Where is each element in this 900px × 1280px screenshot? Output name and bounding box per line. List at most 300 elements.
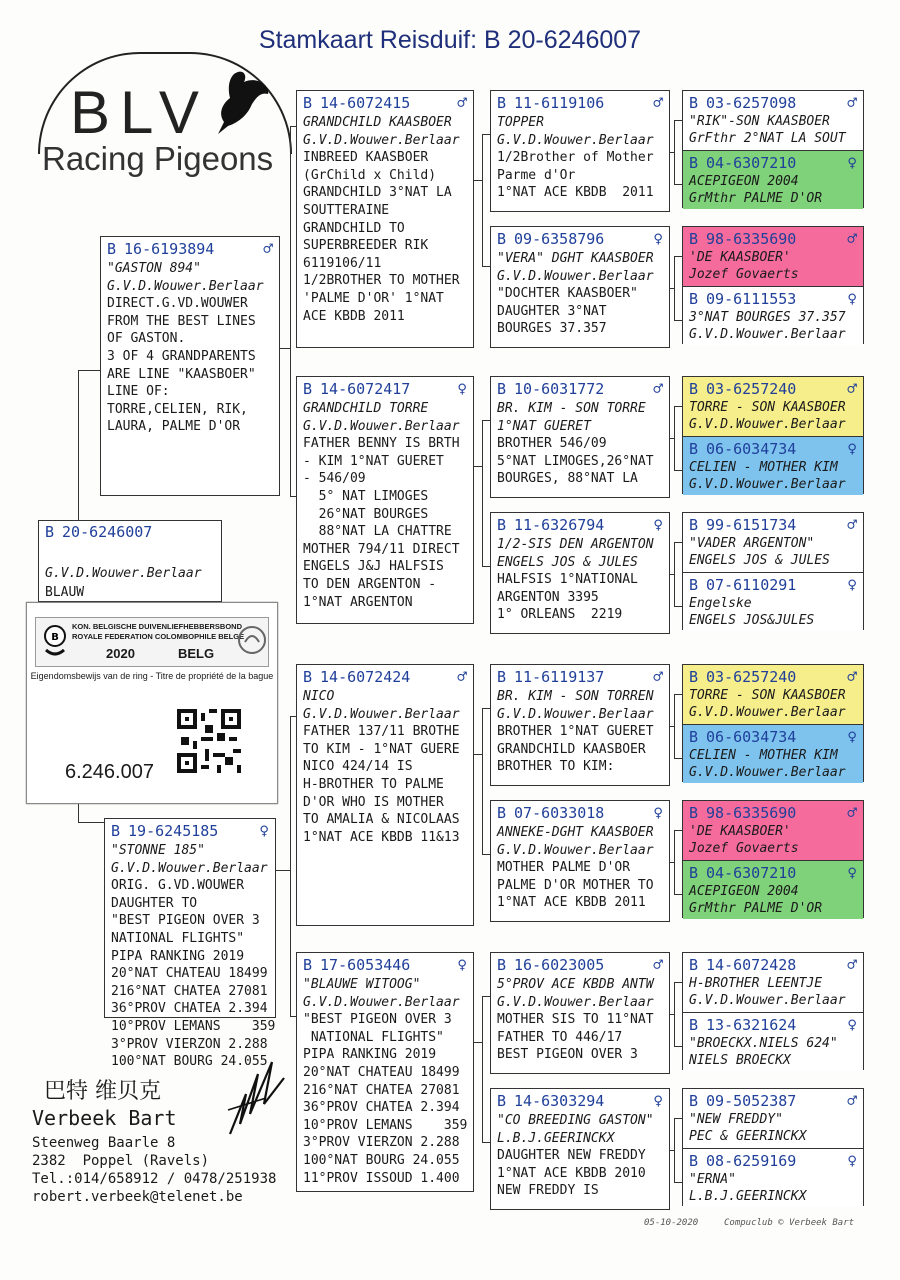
ggp-line1: Engelske [689, 596, 752, 611]
ring-certificate-sticker [26, 602, 278, 804]
female-symbol-icon: ♀ [847, 863, 857, 882]
great-grandparent-entry [683, 91, 863, 150]
ring-number: 07-6110291 [706, 575, 797, 594]
ring-header [683, 287, 863, 308]
ring-prefix: B [497, 93, 507, 112]
ring-prefix: B [689, 863, 699, 882]
ring-prefix: B [689, 955, 699, 974]
ggp-line1: TORRE - SON KAASBOER [689, 400, 846, 415]
copyright-text: Compuclub © Verbeek Bart [724, 1218, 855, 1228]
male-symbol-icon: ♂ [457, 667, 467, 686]
ggp-line1: 'DE KAASBOER' [689, 250, 791, 265]
bird-name: 5°PROV ACE KBDB ANTW [497, 977, 654, 992]
connector-line [474, 1042, 482, 1043]
ring-number: 09-6111553 [706, 289, 797, 308]
bird-owner: 1°NAT GUERET [497, 418, 591, 434]
connector-line [674, 1182, 682, 1183]
signature-icon [226, 1054, 288, 1142]
ring-prefix: B [689, 727, 699, 746]
ring-header [105, 819, 275, 840]
ring-header [683, 437, 863, 458]
sticker-header [35, 617, 269, 667]
ring-number: 98-6335690 [706, 803, 797, 822]
ggp-line2: GrFthr 2°NAT LA SOUT [689, 131, 846, 146]
male-symbol-icon: ♂ [847, 667, 857, 686]
ring-number: 11-6119106 [514, 93, 605, 112]
connector-line [674, 542, 682, 543]
ring-header [683, 861, 863, 882]
ring-header [297, 953, 473, 974]
ring-prefix: B [303, 379, 313, 398]
ring-header [683, 227, 863, 248]
bird-notes: FATHER BENNY IS BRTH - KIM 1°NAT GUERET - 546/09 5° NAT LIMOGES 26°NAT BOURGES 88°NAT LA CHATTRE MOTHER 794/11 DIRECT ENGELS J&J HALFSIS TO DEN ARGENTON - 1°NAT ARGENTON [303, 436, 460, 610]
bird-name: GRANDCHILD KAASBOER [303, 115, 452, 130]
female-symbol-icon: ♀ [847, 1151, 857, 1170]
ggp-line2: G.V.D.Wouwer.Berlaar [689, 327, 846, 342]
connector-line [670, 862, 674, 863]
bird-notes: "BEST PIGEON OVER 3 NATIONAL FLIGHTS" PIPA RANKING 2019 20°NAT CHATEAU 18499 216°NAT CHATEA 27081 36°PROV CHATEA 2.394 10°PROV LEMANS 359 3°PROV VIERZON 2.288 100°NAT BOURG 24.055 11°PROV ISSOUD 1.400 [303, 1012, 468, 1186]
connector-line [670, 726, 674, 727]
connector-line [674, 320, 682, 321]
ggp-line1: ACEPIGEON 2004 [689, 884, 799, 899]
ring-prefix: B [689, 515, 699, 534]
pedigree-box-sss [490, 90, 670, 212]
male-symbol-icon: ♂ [653, 379, 663, 398]
ring-header [683, 91, 863, 112]
great-grandparents-box [682, 376, 864, 494]
pedigree-box-ddd [490, 1088, 670, 1210]
ggp-line1: 3°NAT BOURGES 37.357 [689, 310, 846, 325]
ring-prefix: B [689, 1091, 699, 1110]
ring-prefix: B [497, 803, 507, 822]
ring-header [683, 801, 863, 822]
ggp-line2: GrMthr PALME D'OR [689, 901, 823, 916]
ring-prefix: B [497, 515, 507, 534]
print-date: 05-10-2020 [644, 1218, 699, 1228]
bird-name: TOPPER [497, 115, 544, 130]
ggp-line2: ENGELS JOS & JULES [689, 553, 830, 568]
subject-box [38, 520, 222, 602]
connector-line [674, 830, 675, 894]
bird-name: "CO BREEDING GASTON" [497, 1113, 654, 1128]
connector-line [674, 606, 682, 607]
bird-notes: MOTHER SIS TO 11°NAT FATHER TO 446/17 BEST PIGEON OVER 3 [497, 1012, 654, 1063]
ring-prefix: B [689, 803, 699, 822]
connector-line [674, 256, 682, 257]
ring-number: 09-5052387 [706, 1091, 797, 1110]
male-symbol-icon: ♂ [653, 955, 663, 974]
connector-line [674, 406, 675, 470]
ggp-line2: PEC & GEERINCKX [689, 1129, 807, 1144]
sticker-title: Eigendomsbewijs van de ring - Titre de propriété de la bague [30, 671, 274, 681]
ring-header [101, 237, 279, 258]
female-symbol-icon: ♀ [457, 955, 467, 974]
connector-line [674, 830, 682, 831]
male-symbol-icon: ♂ [847, 803, 857, 822]
ggp-line1: "RIK"-SON KAASBOER [689, 114, 830, 129]
ggp-line2: NIELS BROECKX [689, 1053, 791, 1068]
ggp-line2: G.V.D.Wouwer.Berlaar [689, 705, 846, 720]
bird-name: 1/2-SIS DEN ARGENTON [497, 537, 654, 552]
connector-line [482, 420, 483, 566]
female-symbol-icon: ♀ [259, 821, 269, 840]
pedigree-box-sds [490, 376, 670, 498]
great-grandparent-entry [683, 572, 863, 631]
ring-number: 10-6031772 [514, 379, 605, 398]
svg-text:B: B [51, 632, 59, 643]
bird-notes: ORIG. G.VD.WOUWER DAUGHTER TO "BEST PIGEON OVER 3 NATIONAL FLIGHTS" PIPA RANKING 2019 20°NAT CHATEAU 18499 216°NAT CHATEA 27081 36°PROV CHATEA 2.394 10°PROV LEMANS 359 3°PROV VIERZON 2.288 100°NAT BOURG 24.055 [111, 878, 276, 1070]
ring-number: 03-6257240 [706, 379, 797, 398]
bird-notes: 1/2Brother of Mother Parme d'Or 1°NAT ACE KBDB 2011 [497, 150, 654, 201]
female-symbol-icon: ♀ [653, 515, 663, 534]
connector-line [482, 708, 483, 854]
ring-prefix: B [689, 93, 699, 112]
federation-logo-icon [236, 624, 268, 656]
great-grandparent-entry [683, 665, 863, 724]
ring-header [683, 573, 863, 594]
subject-owner: G.V.D.Wouwer.Berlaar [45, 566, 202, 581]
ring-header [491, 377, 669, 398]
connector-line [670, 574, 674, 575]
ring-number: 14-6072424 [320, 667, 411, 686]
bird-name: BR. KIM - SON TORRE [497, 401, 646, 416]
ring-number: 06-6034734 [706, 727, 797, 746]
connector-line [482, 996, 490, 997]
connector-line [674, 1118, 675, 1182]
male-symbol-icon: ♂ [653, 93, 663, 112]
great-grandparent-entry [683, 227, 863, 286]
pedigree-box-dd [296, 952, 474, 1192]
great-grandparent-entry [683, 286, 863, 345]
great-grandparent-entry [683, 1089, 863, 1148]
subject-ring: 20-6246007 [62, 523, 153, 541]
great-grandparent-entry [683, 150, 863, 209]
ring-header [683, 725, 863, 746]
connector-line [482, 996, 483, 1142]
bird-name: "BLAUWE WITOOG" [303, 977, 421, 992]
bird-owner: G.V.D.Wouwer.Berlaar [303, 994, 460, 1010]
ring-number: 17-6053446 [320, 955, 411, 974]
ring-number: 03-6257240 [706, 667, 797, 686]
bird-notes: INBREED KAASBOER (GrChild x Child) GRANDCHILD 3°NAT LA SOUTTERAINE GRANDCHILD TO SUPERBREEDER RIK 6119106/11 1/2BROTHER TO MOTHER 'PALME D'OR' 1°NAT ACE KBDB 2011 [303, 150, 460, 324]
logo-blv-text: BLV [70, 79, 209, 146]
ring-header [491, 513, 669, 534]
connector-line [674, 184, 682, 185]
ring-number: 99-6151734 [706, 515, 797, 534]
ring-number: 04-6307210 [706, 153, 797, 172]
connector-line [674, 256, 675, 320]
pedigree-box-sdd [490, 512, 670, 634]
pedigree-box-sd [296, 376, 474, 624]
connector-line [482, 266, 490, 267]
ggp-line2: G.V.D.Wouwer.Berlaar [689, 993, 846, 1008]
ggp-line2: G.V.D.Wouwer.Berlaar [689, 765, 846, 780]
pedigree-box-dam [104, 818, 276, 1070]
pedigree-box-ds [296, 664, 474, 926]
male-symbol-icon: ♂ [847, 229, 857, 248]
bird-owner: G.V.D.Wouwer.Berlaar [497, 706, 654, 722]
ggp-line1: "ERNA" [689, 1172, 736, 1187]
bird-notes: BROTHER 1°NAT GUERET GRANDCHILD KAASBOER BROTHER TO KIM: [497, 724, 654, 775]
ring-number: 07-6033018 [514, 803, 605, 822]
bird-owner: G.V.D.Wouwer.Berlaar [497, 842, 654, 858]
sticker-country: BELG [178, 646, 215, 661]
female-symbol-icon: ♀ [847, 289, 857, 308]
connector-line [674, 758, 682, 759]
great-grandparents-box [682, 226, 864, 344]
great-grandparent-entry [683, 724, 863, 783]
connector-line [78, 370, 79, 520]
ring-header [297, 665, 473, 686]
great-grandparent-entry [683, 377, 863, 436]
great-grandparent-entry [683, 513, 863, 572]
connector-line [474, 754, 482, 755]
ring-header [491, 801, 669, 822]
connector-line [674, 894, 682, 895]
male-symbol-icon: ♂ [847, 1091, 857, 1110]
ring-prefix: B [497, 1091, 507, 1110]
subject-color: BLAUW [45, 584, 85, 600]
bird-name: BR. KIM - SON TORREN [497, 689, 654, 704]
pedigree-box-dss [490, 664, 670, 786]
connector-line [674, 406, 682, 407]
ring-header [683, 1013, 863, 1034]
great-grandparent-entry [683, 860, 863, 919]
male-symbol-icon: ♂ [847, 515, 857, 534]
female-symbol-icon: ♀ [653, 803, 663, 822]
connector-line [674, 982, 682, 983]
bird-notes: BROTHER 546/09 5°NAT LIMOGES,26°NAT BOURGES, 88°NAT LA [497, 436, 654, 487]
great-grandparent-entry [683, 801, 863, 860]
ggp-line2: G.V.D.Wouwer.Berlaar [689, 477, 846, 492]
ring-header [683, 953, 863, 974]
bird-name: ANNEKE-DGHT KAASBOER [497, 825, 654, 840]
female-symbol-icon: ♀ [653, 1091, 663, 1110]
bird-name: "VERA" DGHT KAASBOER [497, 251, 654, 266]
ring-header [297, 377, 473, 398]
pedigree-box-ssd [490, 226, 670, 348]
connector-line [674, 120, 682, 121]
connector-line [482, 134, 483, 266]
ring-prefix: B [689, 289, 699, 308]
bird-notes: DIRECT.G.VD.WOUWER FROM THE BEST LINES OF GASTON. 3 OF 4 GRANDPARENTS ARE LINE "KAASBOER" LINE OF: TORRE,CELIEN, RIK, LAURA, PALME D'OR [107, 296, 256, 435]
connector-line [78, 370, 100, 371]
bird-owner: G.V.D.Wouwer.Berlaar [107, 278, 264, 294]
connector-line [474, 180, 482, 181]
ring-number: 14-6303294 [514, 1091, 605, 1110]
ring-header [683, 1089, 863, 1110]
ring-prefix: B [689, 439, 699, 458]
ggp-line1: TORRE - SON KAASBOER [689, 688, 846, 703]
ring-number: 06-6034734 [706, 439, 797, 458]
ring-number: 98-6335690 [706, 229, 797, 248]
ring-prefix: B [689, 575, 699, 594]
sticker-number: 6.246.007 [65, 761, 154, 783]
bird-notes: HALFSIS 1°NATIONAL ARGENTON 3395 1° ORLEANS 2219 [497, 572, 638, 623]
ring-prefix: B [107, 239, 117, 258]
ring-number: 03-6257098 [706, 93, 797, 112]
sticker-year: 2020 [106, 646, 135, 661]
ring-prefix: B [689, 1151, 699, 1170]
ring-header [491, 1089, 669, 1110]
ring-prefix: B [303, 955, 313, 974]
male-symbol-icon: ♂ [847, 955, 857, 974]
ring-prefix: B [497, 379, 507, 398]
ggp-line1: ACEPIGEON 2004 [689, 174, 799, 189]
ring-prefix: B [303, 667, 313, 686]
bird-name: GRANDCHILD TORRE [303, 401, 429, 416]
male-symbol-icon: ♂ [847, 379, 857, 398]
ggp-line2: GrMthr PALME D'OR [689, 191, 823, 206]
great-grandparents-box [682, 952, 864, 1070]
connector-line [290, 716, 291, 1016]
female-symbol-icon: ♀ [653, 229, 663, 248]
ring-header [683, 665, 863, 686]
connector-line [474, 466, 482, 467]
connector-line [78, 822, 104, 823]
ring-number: 14-6072417 [320, 379, 411, 398]
connector-line [674, 470, 682, 471]
page-title: Stamkaart Reisduif: B 20-6246007 [258, 26, 642, 54]
male-symbol-icon: ♂ [457, 93, 467, 112]
bird-owner: ENGELS JOS & JULES [497, 554, 638, 570]
connector-line [482, 1142, 490, 1143]
great-grandparents-box [682, 512, 864, 630]
connector-line [670, 438, 674, 439]
connector-line [670, 288, 674, 289]
great-grandparents-box [682, 90, 864, 208]
great-grandparent-entry [683, 1148, 863, 1207]
pigeon-logo-icon [214, 64, 276, 136]
connector-line [670, 1150, 674, 1151]
female-symbol-icon: ♀ [847, 1015, 857, 1034]
connector-line [674, 694, 682, 695]
ring-header [683, 1149, 863, 1170]
bird-name: NICO [303, 689, 335, 704]
connector-line [482, 134, 490, 135]
ring-number: 19-6245185 [128, 821, 219, 840]
connector-line [276, 870, 290, 871]
ggp-line1: 'DE KAASBOER' [689, 824, 791, 839]
bird-owner: G.V.D.Wouwer.Berlaar [497, 994, 654, 1010]
male-symbol-icon: ♂ [263, 239, 273, 258]
ggp-line2: L.B.J.GEERINCKX [689, 1189, 807, 1204]
ring-prefix: B [689, 153, 699, 172]
connector-line [674, 1046, 682, 1047]
breeder-name-chinese: 巴特 维贝克 [44, 1079, 161, 1104]
ring-number: 16-6023005 [514, 955, 605, 974]
connector-line [482, 708, 490, 709]
ring-number: 11-6119137 [514, 667, 605, 686]
female-symbol-icon: ♀ [847, 439, 857, 458]
ggp-line2: G.V.D.Wouwer.Berlaar [689, 417, 846, 432]
ggp-line2: ENGELS JOS&JULES [689, 613, 815, 628]
ring-prefix: B [497, 667, 507, 686]
ring-number: 04-6307210 [706, 863, 797, 882]
male-symbol-icon: ♂ [847, 93, 857, 112]
connector-line [290, 126, 291, 496]
great-grandparents-box [682, 1088, 864, 1206]
bird-name: "GASTON 894" [107, 261, 201, 276]
female-symbol-icon: ♀ [847, 727, 857, 746]
pedigree-box-sire [100, 236, 280, 496]
ring-number: 16-6193894 [124, 239, 215, 258]
bird-notes: "DOCHTER KAASBOER" DAUGHTER 3°NAT BOURGES 37.357 [497, 286, 638, 337]
ring-header [491, 227, 669, 248]
ring-prefix: B [497, 229, 507, 248]
pedigree-box-dsd [490, 800, 670, 922]
ggp-line2: Jozef Govaerts [689, 267, 799, 282]
great-grandparents-box [682, 664, 864, 782]
pedigree-box-ss [296, 90, 474, 348]
subject-prefix: B [45, 523, 55, 541]
ring-number: 14-6072428 [706, 955, 797, 974]
ring-number: 14-6072415 [320, 93, 411, 112]
ring-prefix: B [497, 955, 507, 974]
bird-owner: G.V.D.Wouwer.Berlaar [303, 706, 460, 722]
connector-line [280, 348, 290, 349]
breeder-name: Verbeek Bart [32, 1106, 177, 1130]
connector-line [674, 120, 675, 184]
ggp-line1: "NEW FREDDY" [689, 1112, 783, 1127]
logo-racing-pigeons-text: Racing Pigeons [42, 140, 274, 177]
great-grandparent-entry [683, 953, 863, 1012]
qr-code-icon [177, 709, 241, 773]
ring-header [683, 377, 863, 398]
ring-number: 08-6259169 [706, 1151, 797, 1170]
male-symbol-icon: ♂ [653, 667, 663, 686]
female-symbol-icon: ♀ [457, 379, 467, 398]
ring-number: 13-6321624 [706, 1015, 797, 1034]
ring-prefix: B [111, 821, 121, 840]
ring-header [491, 665, 669, 686]
great-grandparents-box [682, 800, 864, 918]
bird-owner: G.V.D.Wouwer.Berlaar [303, 132, 460, 148]
bird-name: "STONNE 185" [111, 843, 205, 858]
ggp-line2: Jozef Govaerts [689, 841, 799, 856]
ggp-line1: CELIEN - MOTHER KIM [689, 748, 838, 763]
ggp-line1: H-BROTHER LEENTJE [689, 976, 823, 991]
connector-line [482, 854, 490, 855]
bird-notes: DAUGHTER NEW FREDDY 1°NAT ACE KBDB 2010 NEW FREDDY IS [497, 1148, 646, 1199]
ggp-line1: CELIEN - MOTHER KIM [689, 460, 838, 475]
connector-line [670, 152, 674, 153]
ring-prefix: B [303, 93, 313, 112]
ring-header [491, 91, 669, 112]
bird-owner: G.V.D.Wouwer.Berlaar [111, 860, 268, 876]
ggp-line1: "VADER ARGENTON" [689, 536, 815, 551]
connector-line [674, 982, 675, 1046]
connector-line [670, 1014, 674, 1015]
federation-emblem-icon [42, 624, 68, 658]
ggp-line1: "BROECKX.NIELS 624" [689, 1036, 838, 1051]
ring-prefix: B [689, 229, 699, 248]
ring-prefix: B [689, 379, 699, 398]
pedigree-box-dds [490, 952, 670, 1074]
ring-header [683, 151, 863, 172]
great-grandparent-entry [683, 436, 863, 495]
female-symbol-icon: ♀ [847, 575, 857, 594]
ring-prefix: B [689, 1015, 699, 1034]
connector-line [482, 420, 490, 421]
ring-header [683, 513, 863, 534]
ring-header [491, 953, 669, 974]
connector-line [674, 1118, 682, 1119]
ring-header [297, 91, 473, 112]
female-symbol-icon: ♀ [847, 153, 857, 172]
bird-owner: G.V.D.Wouwer.Berlaar [497, 132, 654, 148]
connector-line [482, 566, 490, 567]
